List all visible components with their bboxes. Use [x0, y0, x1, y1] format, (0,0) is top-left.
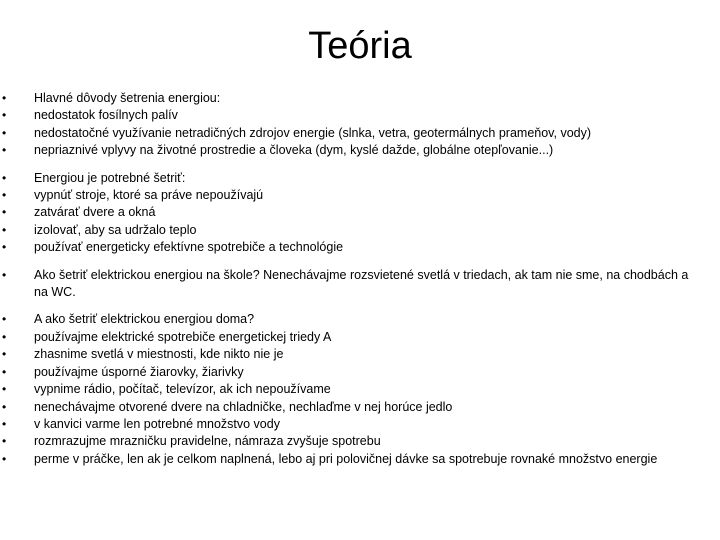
bullet-group-saving — [22, 170, 692, 257]
bullet-item: • používajme úsporné žiarovky, žiarivky — [22, 364, 692, 381]
bullet-item: • zatvárať dvere a okná — [22, 204, 692, 221]
bullet-content — [22, 90, 692, 478]
bullet-item: • nedostatočné využívanie netradičných zdrojov energie (slnka, vetra, geotermálnych prameňov, vody) — [22, 125, 692, 142]
bullet-item: • Ako šetriť elektrickou energiou na škole? Nenechávajme rozsvietené svetlá v triedach, ak tam nie sme, na chodbách a na WC. — [22, 267, 692, 302]
bullet-item: • A ako šetriť elektrickou energiou doma? — [22, 311, 692, 328]
bullet-item: • zhasnime svetlá v miestnosti, kde nikto nie je — [22, 346, 692, 363]
bullet-item: • vypnúť stroje, ktoré sa práve nepoužívajú — [22, 187, 692, 204]
bullet-item: • nedostatok fosílnych palív — [22, 107, 692, 124]
bullet-item: • rozmrazujme mrazničku pravidelne, námraza zvyšuje spotrebu — [22, 433, 692, 450]
bullet-item: • Energiou je potrebné šetriť: — [22, 170, 692, 187]
slide-title: Teória — [308, 25, 412, 67]
bullet-item: • nepriaznivé vplyvy na životné prostredie a človeka (dym, kyslé dažde, globálne otepľovanie...) — [22, 142, 692, 159]
bullet-group-home — [22, 311, 692, 468]
bullet-group-reasons — [22, 90, 692, 160]
bullet-item: • Hlavné dôvody šetrenia energiou: — [22, 90, 692, 107]
bullet-item: • nenechávajme otvorené dvere na chladničke, nechlaďme v nej horúce jedlo — [22, 399, 692, 416]
bullet-group-school — [22, 267, 692, 302]
bullet-item: • perme v práčke, len ak je celkom naplnená, lebo aj pri polovičnej dávke sa spotrebuje rovnaké množstvo energie — [22, 451, 692, 468]
bullet-item: • vypnime rádio, počítač, televízor, ak ich nepoužívame — [22, 381, 692, 398]
bullet-item: • používajme elektrické spotrebiče energetickej triedy A — [22, 329, 692, 346]
bullet-item: • izolovať, aby sa udržalo teplo — [22, 222, 692, 239]
bullet-item: • v kanvici varme len potrebné množstvo vody — [22, 416, 692, 433]
bullet-item: • používať energeticky efektívne spotrebiče a technológie — [22, 239, 692, 256]
